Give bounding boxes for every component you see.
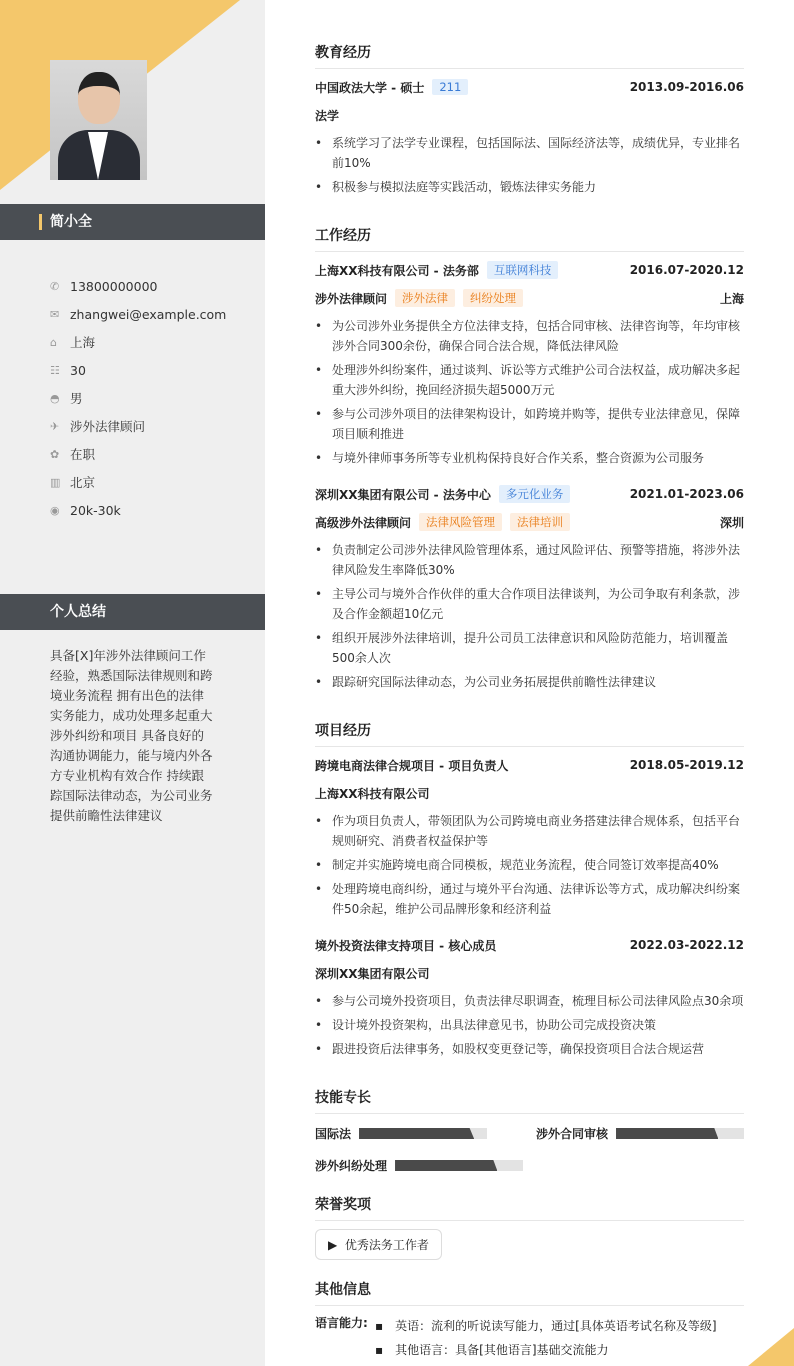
other-title: 其他信息 bbox=[315, 1279, 744, 1306]
project-company-row bbox=[315, 963, 744, 983]
bullet-item: • 跟进投资后法律事务，如股权变更登记等，确保投资项目合法合规运营 bbox=[315, 1039, 744, 1059]
corner-decoration bbox=[748, 1328, 794, 1366]
bullet-item: • 积极参与模拟法庭等实践活动，锻炼法律实务能力 bbox=[315, 177, 744, 197]
job-header bbox=[315, 484, 744, 504]
contact-item bbox=[50, 328, 226, 356]
bullet-item: • 参与公司境外投资项目，负责法律尽职调查，梳理目标公司法律风险点30余项 bbox=[315, 991, 744, 1011]
bullet-item: • 为公司涉外业务提供全方位法律支持，包括合同审核、法律咨询等，年均审核涉外合同300余份，确保合同合法合规，降低法律风险 bbox=[315, 316, 744, 356]
job-role-row bbox=[315, 288, 744, 308]
bullet-item: • 组织开展涉外法律培训，提升公司员工法律意识和风险防范能力，培训覆盖500余人次 bbox=[315, 628, 744, 668]
education-date: 2013.09-2016.06 bbox=[629, 80, 744, 94]
bullet-item: • 处理跨境电商纠纷，通过与境外平台沟通、法律诉讼等方式，成功解决纠纷案件50余起，维护公司品牌形象和经济利益 bbox=[315, 879, 744, 919]
language-label: 语言能力: bbox=[315, 1316, 368, 1330]
company: 深圳XX集团有限公司 - 法务中心 bbox=[315, 487, 491, 502]
skill-level-fill bbox=[395, 1160, 497, 1171]
job-role: 涉外法律顾问 bbox=[315, 291, 388, 306]
play-icon: ▶ bbox=[328, 1238, 338, 1252]
skill-level-fill bbox=[616, 1128, 718, 1139]
project-company: 深圳XX集团有限公司 bbox=[315, 966, 430, 981]
project-header bbox=[315, 755, 744, 775]
company: 上海XX科技有限公司 - 法务部 bbox=[315, 263, 479, 278]
job-role: 高级涉外法律顾问 bbox=[315, 515, 412, 530]
bullet-item: • 负责制定公司涉外法律风险管理体系，通过风险评估、预警等措施，将涉外法律风险发生率降低30% bbox=[315, 540, 744, 580]
company-tag: 多元化业务 bbox=[499, 485, 571, 503]
project-date: 2018.05-2019.12 bbox=[629, 758, 744, 772]
bullet-item: • 主导公司与境外合作伙伴的重大合作项目法律谈判，为公司争取有利条款，涉及合作金额超10亿元 bbox=[315, 584, 744, 624]
skill-level-fill bbox=[359, 1128, 474, 1139]
role-tag: 涉外法律 bbox=[395, 289, 455, 307]
contact-item bbox=[50, 300, 226, 328]
skill-item bbox=[536, 1125, 744, 1142]
bullet-item: • 设计境外投资架构，出具法律意见书，协助公司完成投资决策 bbox=[315, 1015, 744, 1035]
project-name: 境外投资法律支持项目 - 核心成员 bbox=[315, 938, 497, 953]
project-name: 跨境电商法律合规项目 - 项目负责人 bbox=[315, 758, 509, 773]
bullet-item: • 与境外律师事务所等专业机构保持良好合作关系，整合资源为公司服务 bbox=[315, 448, 744, 468]
sidebar bbox=[0, 0, 265, 1366]
contact-text: 男 bbox=[70, 391, 83, 406]
profile-name: 简小全 bbox=[50, 214, 92, 230]
phone-icon: ✆ bbox=[50, 279, 60, 293]
school: 中国政法大学 - 硕士 bbox=[315, 80, 425, 95]
work-title: 工作经历 bbox=[315, 225, 744, 252]
job-city: 上海 bbox=[719, 291, 744, 306]
company-tag: 互联网科技 bbox=[487, 261, 559, 279]
skill-item bbox=[315, 1125, 487, 1142]
skill-level-bar bbox=[616, 1128, 744, 1139]
projects-title: 项目经历 bbox=[315, 720, 744, 747]
education-header bbox=[315, 77, 744, 97]
language-item: 英语：流利的听说读写能力，通过[具体英语考试名称及等级] bbox=[395, 1319, 717, 1333]
education-list bbox=[315, 133, 744, 201]
name-bar bbox=[0, 204, 265, 240]
job-role-row bbox=[315, 512, 744, 532]
job-date: 2016.07-2020.12 bbox=[629, 263, 744, 277]
job-bullets bbox=[315, 316, 744, 472]
bullet-item: • 参与公司涉外项目的法律架构设计，如跨境并购等，提供专业法律意见，保障项目顺利推进 bbox=[315, 404, 744, 444]
job-icon: ✈ bbox=[50, 419, 60, 433]
skill-level-bar bbox=[359, 1128, 487, 1139]
contact-item bbox=[50, 272, 226, 300]
education-title: 教育经历 bbox=[315, 42, 744, 69]
project-bullets bbox=[315, 811, 744, 923]
project-header bbox=[315, 935, 744, 955]
summary-title: 个人总结 bbox=[50, 604, 106, 620]
skill-item bbox=[315, 1157, 523, 1174]
bullet-item: • 系统学习了法学专业课程，包括国际法、国际经济法等，成绩优异，专业排名前10% bbox=[315, 133, 744, 173]
contact-item bbox=[50, 440, 226, 468]
major: 法学 bbox=[315, 108, 340, 123]
salary-icon: ◉ bbox=[50, 503, 60, 517]
contact-item bbox=[50, 384, 226, 412]
summary-bar bbox=[0, 594, 265, 630]
contact-text: 13800000000 bbox=[70, 278, 158, 294]
role-tag: 纠纷处理 bbox=[463, 289, 523, 307]
skill-name: 国际法 bbox=[315, 1127, 352, 1141]
skill-name: 涉外合同审核 bbox=[536, 1127, 609, 1141]
award-item: ▶ 优秀法务工作者 bbox=[315, 1229, 442, 1260]
skills-title: 技能专长 bbox=[315, 1087, 744, 1114]
skill-name: 涉外纠纷处理 bbox=[315, 1159, 388, 1173]
bullet-item: • 作为项目负责人，带领团队为公司跨境电商业务搭建法律合规体系，包括平台规则研究、消费者权益保护等 bbox=[315, 811, 744, 851]
project-company-row bbox=[315, 783, 744, 803]
job-city: 深圳 bbox=[719, 515, 744, 530]
contact-item bbox=[50, 496, 226, 524]
gender-icon: ◓ bbox=[50, 391, 60, 405]
status-icon: ✿ bbox=[50, 447, 60, 461]
skill-level-bar bbox=[395, 1160, 523, 1171]
role-tag: 法律培训 bbox=[510, 513, 570, 531]
mail-icon: ✉ bbox=[50, 307, 60, 321]
contact-text: 在职 bbox=[70, 447, 96, 462]
job-bullets bbox=[315, 540, 744, 696]
bullet-item: • 制定并实施跨境电商合同模板，规范业务流程，使合同签订效率提高40% bbox=[315, 855, 744, 875]
home-icon: ⌂ bbox=[50, 335, 57, 349]
school-tag: 211 bbox=[432, 79, 468, 95]
contact-text: 30 bbox=[70, 362, 86, 378]
job-header bbox=[315, 260, 744, 280]
project-bullets bbox=[315, 991, 744, 1063]
avatar bbox=[50, 60, 147, 180]
project-date: 2022.03-2022.12 bbox=[629, 938, 744, 952]
role-tag: 法律风险管理 bbox=[419, 513, 502, 531]
language-item: 其他语言：具备[其他语言]基础交流能力 bbox=[395, 1343, 609, 1357]
language-list: ▪ 英语：流利的听说读写能力，通过[具体英语考试名称及等级] ▪ 其他语言：具备[其他语言]基础交流能力 bbox=[375, 1319, 717, 1357]
contact-text: 上海 bbox=[70, 335, 96, 350]
bullet-item: • 处理涉外纠纷案件，通过谈判、诉讼等方式维护公司合法权益，成功解决多起重大涉外纠纷，挽回经济损失超5000万元 bbox=[315, 360, 744, 400]
contact-item bbox=[50, 468, 226, 496]
bullet-item: • 跟踪研究国际法律动态，为公司业务拓展提供前瞻性法律建议 bbox=[315, 672, 744, 692]
contact-text: zhangwei@example.com bbox=[70, 306, 227, 322]
contact-item bbox=[50, 412, 226, 440]
summary-text: 具备[X]年涉外法律顾问工作经验，熟悉国际法律规则和跨境业务流程 拥有出色的法律实务能力，成功处理多起重大涉外纠纷和项目 具备良好的沟通协调能力，能与境内外各方专业机构有效合作 持续跟踪国际法律动态，为公司业务提供前瞻性法律建议 bbox=[50, 648, 213, 823]
age-icon: ☷ bbox=[50, 363, 60, 377]
contact-item bbox=[50, 356, 226, 384]
contact-text: 北京 bbox=[70, 475, 96, 490]
contact-text: 20k-30k bbox=[70, 502, 121, 518]
job-date: 2021.01-2023.06 bbox=[629, 487, 744, 501]
contact-text: 涉外法律顾问 bbox=[70, 419, 146, 434]
contact-list bbox=[50, 272, 226, 524]
awards-title: 荣誉奖项 bbox=[315, 1194, 744, 1221]
city-icon: ▥ bbox=[50, 475, 61, 489]
project-company: 上海XX科技有限公司 bbox=[315, 786, 430, 801]
